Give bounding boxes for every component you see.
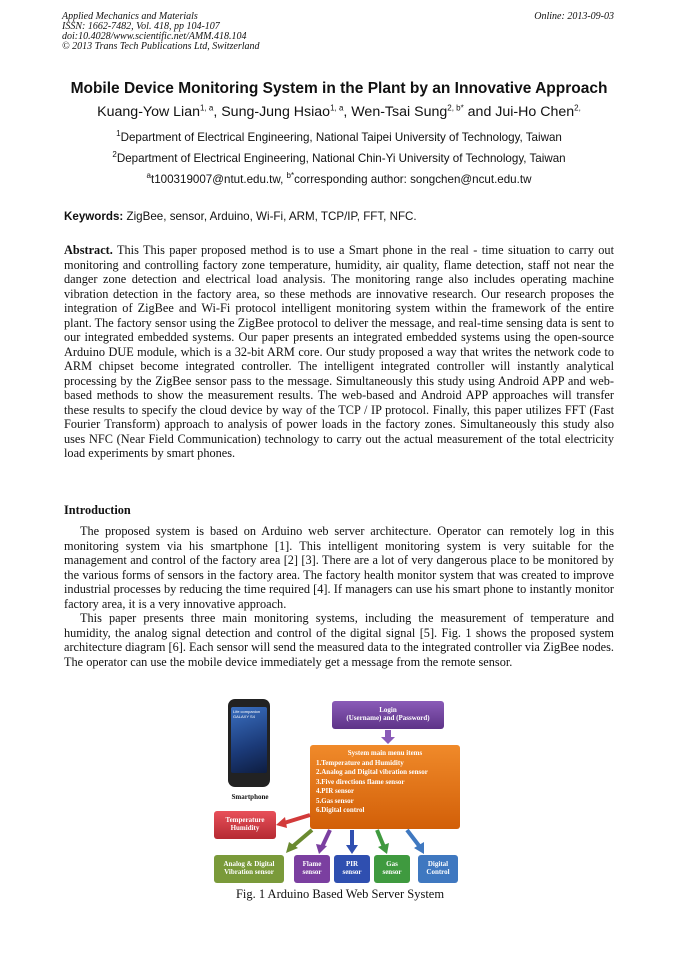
menu-item: 3.Five directions flame sensor (316, 777, 405, 786)
introduction-body (64, 524, 614, 669)
phone-screen-line: GALAXY S4 (233, 714, 255, 719)
author-name: Wen-Tsai Sung (351, 104, 448, 120)
abstract (64, 243, 614, 461)
arrow-left-icon (276, 817, 287, 828)
menu-item: 6.Digital control (316, 806, 365, 814)
arrow-down-icon (316, 844, 327, 854)
sensor-line: Analog & Digital (223, 860, 275, 868)
vibration-sensor-box (214, 855, 284, 883)
keywords-text: ZigBee, sensor, Arduino, Wi-Fi, ARM, TCP/IP, FFT, NFC. (126, 210, 417, 223)
sensor-line: Control (426, 868, 450, 876)
email-b: corresponding author: songchen@ncut.edu.tw (294, 173, 532, 186)
menu-item: 2.Analog and Digital vibration sensor (316, 768, 428, 776)
affiliation-sup: 1 (116, 129, 121, 139)
temp-line: Temperature (225, 816, 265, 824)
smartphone-label: Smartphone (231, 793, 269, 801)
system-architecture-figure (212, 697, 468, 887)
online-date: Online: 2013-09-03 (534, 11, 614, 22)
arrow-left-icon (284, 815, 310, 823)
gas-sensor-box (374, 855, 410, 883)
journal-header (62, 12, 260, 52)
copyright-line: © 2013 Trans Tech Publications Ltd, Switzerland (62, 41, 260, 52)
author-name: Jui-Ho Chen (495, 104, 575, 120)
keywords-label: Keywords: (64, 210, 124, 223)
sensor-line: sensor (342, 868, 362, 876)
author-name: Sung-Jung Hsiao (221, 104, 331, 120)
abstract-label: Abstract. (64, 243, 113, 257)
affiliation-2 (20, 152, 658, 165)
abstract-text: This This paper proposed method is to use a Smart phone in the real - time situation to carry out monitoring and controlling factory zone temperature, humidity, air quality, flame detection, staff not near the danger zone detection and electrical load analysis. The monitoring range also includes operating machine vibration detection in the factory area, so these methods are innovative research. Our research proposes the integration of ZigBee and Wi-Fi protocol intelligent monitoring system within the framework of the entire plant. The factory sensor using the ZigBee protocol to deliver the message, and real-time sensing data is sent to our integrated embedded systems. Our paper presents an integrated embedded systems using the open-source Arduino DUE module, which is a 32-bit ARM core. Our study proposed a way that writes the network code to ARM chipset become integrated controller. The intelligent integrated controller will instantly analytical processing by the ZigBee sensor pass to the message. Simultaneously this study using Android APP and web-based methods to show the measurement results. The web-based and Android APP approaches will transfer these results to specify the cloud device by way of the TCP / IP protocol. Finally, this paper utilizes FFT (Fast Fourier Transform) approach to analysis of power loads in the factory zones. Simultaneously this study also uses NFC (Near Field Communication) technology to carry out the actual measurement of the total electricity load experiments by smart phones. (64, 243, 614, 460)
sensor-line: Flame (302, 860, 322, 868)
author-sup: 1, a (330, 103, 344, 113)
sensor-line: sensor (382, 868, 402, 876)
affiliation-text: Department of Electrical Engineering, National Taipei University of Technology, Taiwan (120, 131, 562, 144)
menu-item: 1.Temperature and Humidity (316, 758, 404, 767)
email-a: t100319007@ntut.edu.tw, (150, 173, 287, 186)
menu-item: 4.PIR sensor (316, 787, 355, 795)
author-sep: and (463, 104, 496, 120)
sensor-line: Digital (427, 860, 449, 868)
arrow-down-icon (292, 830, 312, 847)
author-name: Kuang-Yow Lian (97, 104, 200, 120)
pir-sensor-box (334, 855, 370, 883)
affiliation-text: Department of Electrical Engineering, National Chin-Yi University of Technology, Taiwan (116, 152, 566, 165)
digital-control-box (418, 855, 458, 883)
affiliation-sup: 2 (112, 150, 117, 160)
sensor-line: Vibration sensor (224, 868, 274, 876)
temp-line: Humidity (230, 824, 260, 832)
arrow-down-icon (377, 830, 384, 847)
paper-title: Mobile Device Monitoring System in the Plant by an Innovative Approach (70, 80, 608, 97)
author-sup: 1, a (199, 103, 214, 113)
phone-screen-line: Life companion (233, 709, 261, 714)
keywords (64, 210, 417, 223)
email-sup: a (146, 171, 151, 181)
author-sup: 2, b* (447, 103, 464, 113)
author-sep: , (343, 104, 352, 120)
section-heading: Introduction (64, 503, 131, 517)
flame-sensor-box (294, 855, 330, 883)
login-title: Login (379, 706, 397, 714)
affiliation-1 (20, 131, 658, 144)
sensor-line: PIR (345, 860, 359, 868)
intro-paragraph-1: The proposed system is based on Arduino web server architecture. Operator can remotely log in this monitoring system via his smartphone [1]. This intelligent monitoring system is very suitable for the management and control of the factory area [2] [3]. There are a lot of very dangerous place to be monitored by the various forms of sensors in the factory area. The factory health monitor system that was created to improve industrial processes by reducing the time required [4]. If managers can use his smart phone to instantly monitor factory area, it is a very innovative approach. (64, 524, 614, 611)
journal-name: Applied Mechanics and Materials (62, 11, 198, 22)
email-sup: b* (286, 171, 295, 181)
arrow-down-icon (322, 830, 330, 847)
author-sup: 2, (574, 103, 581, 113)
figure-caption: Fig. 1 Arduino Based Web Server System (235, 887, 445, 901)
menu-item: 5.Gas sensor (316, 796, 354, 805)
sensor-line: Gas (386, 860, 398, 868)
issn-line: ISSN: 1662-7482, Vol. 418, pp 104-107 (62, 21, 220, 32)
email-line (20, 173, 658, 186)
doi-line: doi:10.4028/www.scientific.net/AMM.418.104 (62, 31, 247, 42)
author-list (20, 104, 658, 120)
intro-paragraph-2: This paper presents three main monitoring systems, including the measurement of temperature and humidity, the analog signal detection and control of the digital signal [5]. Fig. 1 shows the proposed system architecture diagram [6]. Each sensor will send the measured data to the integrated controller via ZigBee nodes. The operator can use the mobile device immediately get a message from the remote sensor. (64, 611, 614, 669)
sensor-line: sensor (302, 868, 322, 876)
arrow-down-icon (407, 830, 420, 847)
author-sep: , (213, 104, 222, 120)
login-subtitle: (Username) and (Password) (346, 714, 430, 722)
menu-title: System main menu items (347, 749, 423, 757)
arrow-down-icon (346, 845, 358, 854)
